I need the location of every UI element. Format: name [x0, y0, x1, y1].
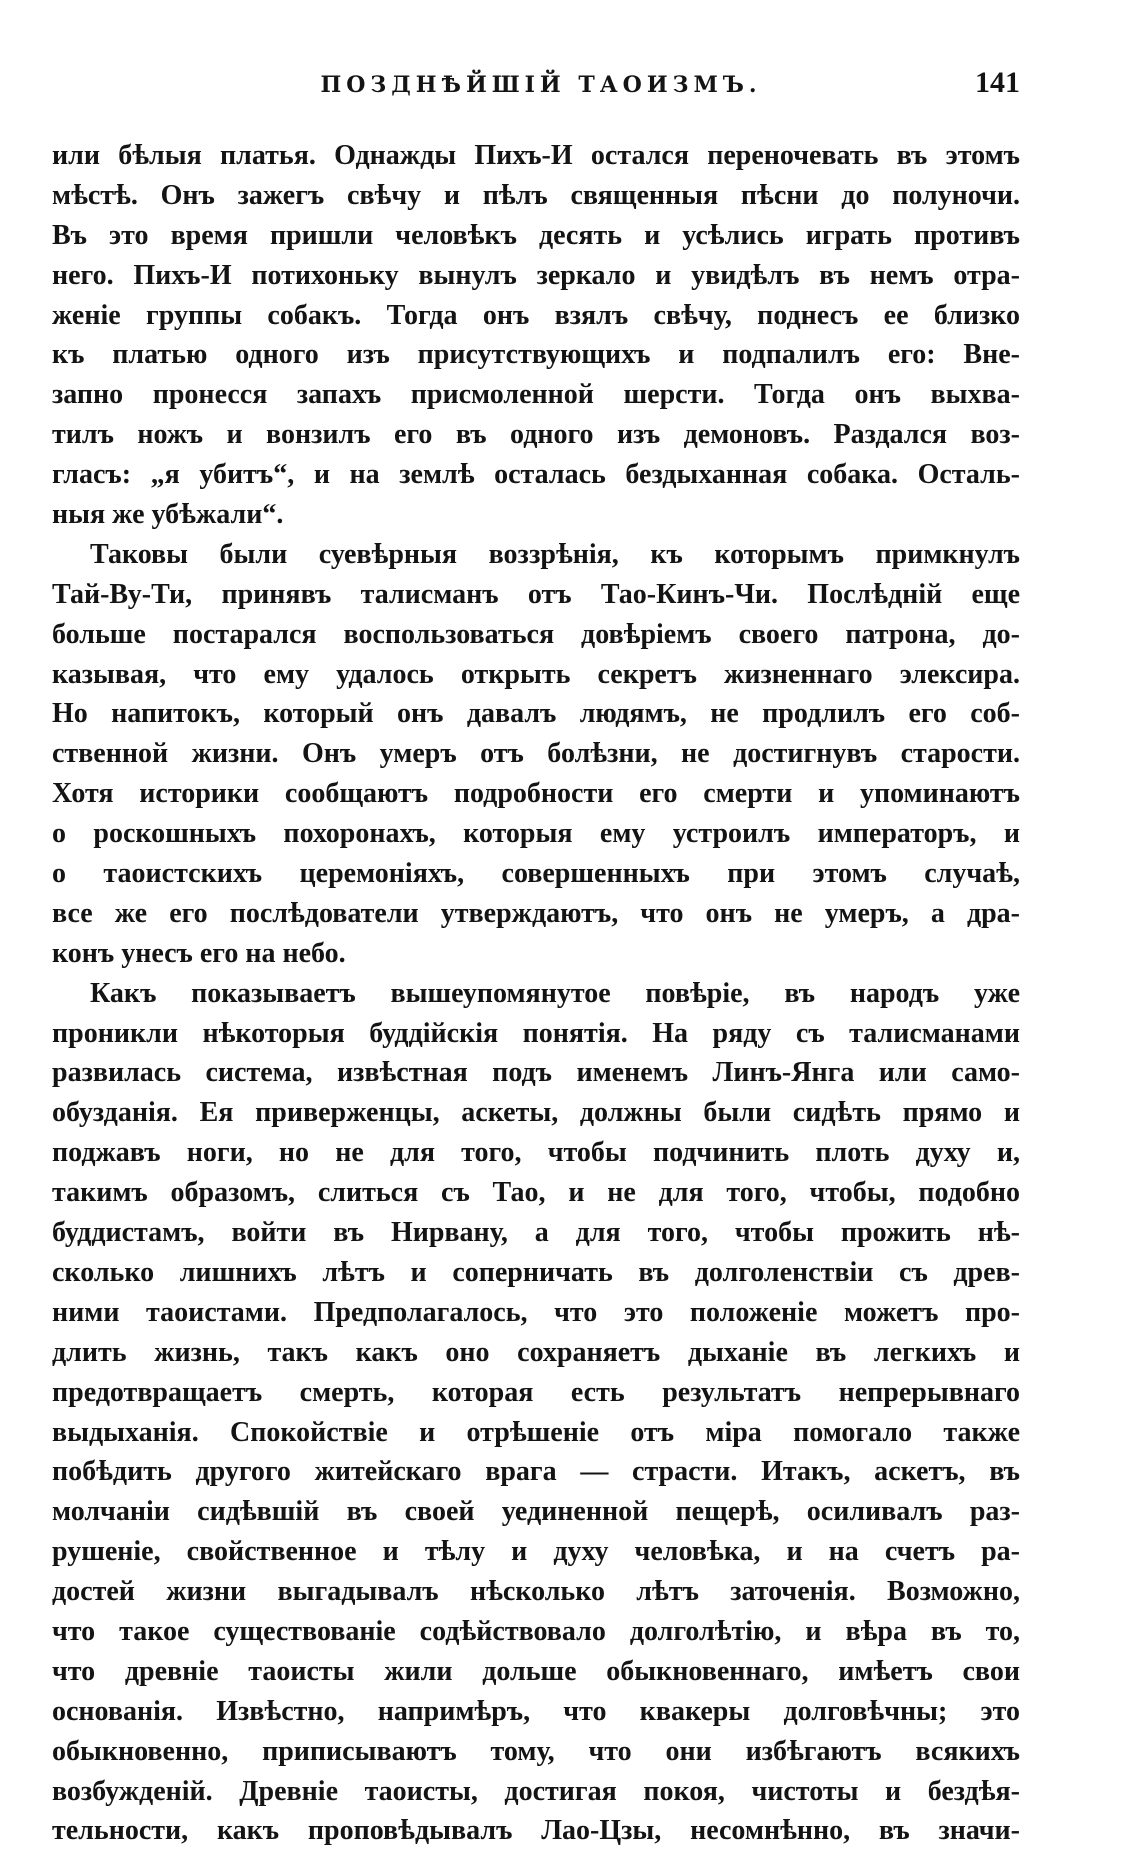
text-line: рушеніе, свойственное и тѣлу и духу человѣка, и на счетъ ра-: [52, 1536, 1020, 1568]
text-line: Хотя историки сообщаютъ подробности его смерти и упоминаютъ: [52, 778, 1020, 810]
text-line: проникли нѣкоторыя буддійскія понятія. На ряду съ талисманами: [52, 1017, 1020, 1049]
text-line: обыкновенно, приписываютъ тому, что они избѣгаютъ всякихъ: [52, 1735, 1020, 1767]
text-line: Въ это время пришли человѣкъ десять и усѣлись играть противъ: [52, 219, 1020, 251]
text-line: казывая, что ему удалось открыть секретъ жизненнаго элексира.: [52, 658, 1020, 690]
body-text: [52, 136, 1020, 1851]
text-line: длить жизнь, такъ какъ оно сохраняетъ дыханіе въ легкихъ и: [52, 1336, 1020, 1368]
text-line: обузданія. Ея приверженцы, аскеты, должны были сидѣть прямо и: [52, 1097, 1020, 1129]
text-line: поджавъ ноги, но не для того, чтобы подчинить плоть духу и,: [52, 1137, 1020, 1169]
text-line: основанія. Извѣстно, напримѣръ, что квакеры долговѣчны; это: [52, 1695, 1020, 1727]
text-line: гласъ: „я убитъ“, и на землѣ осталась бездыханная собака. Осталь-: [52, 459, 1020, 491]
running-title: ПОЗДНѢЙШІЙ ТАОИЗМЪ.: [320, 72, 762, 98]
text-line: или бѣлыя платья. Однажды Пихъ-И остался переночевать въ этомъ: [52, 140, 1020, 171]
paragraph-end-line: ныя же убѣжали“.: [52, 499, 284, 531]
text-line: о роскошныхъ похоронахъ, которыя ему устроилъ императоръ, и: [52, 818, 1020, 850]
paragraph-end-line: конъ унесъ его на небо.: [52, 937, 346, 969]
text-line: достей жизни выгадывалъ нѣсколько лѣтъ заточенія. Возможно,: [52, 1576, 1020, 1608]
text-line: развилась система, извѣстная подъ именемъ Линъ-Янга или само-: [52, 1057, 1020, 1089]
running-head: [52, 66, 1020, 110]
text-line: него. Пихъ-И потихоньку вынулъ зеркало и увидѣлъ въ немъ отра-: [52, 259, 1020, 291]
text-line: выдыханія. Спокойствіе и отрѣшеніе отъ міра помогало также: [52, 1416, 1020, 1448]
text-line: что такое существованіе содѣйствовало долголѣтію, и вѣра въ то,: [52, 1615, 1020, 1647]
text-line: такимъ образомъ, слиться съ Тао, и не для того, чтобы, подобно: [52, 1177, 1020, 1209]
text-line: Но напитокъ, который онъ давалъ людямъ, не продлилъ его соб-: [52, 698, 1020, 730]
text-line: возбужденій. Древніе таоисты, достигая покоя, чистоты и бездѣя-: [52, 1775, 1020, 1807]
text-line: о таоистскихъ церемоніяхъ, совершенныхъ при этомъ случаѣ,: [52, 858, 1020, 890]
text-line: все же его послѣдователи утверждаютъ, что онъ не умеръ, а дра-: [52, 897, 1020, 929]
text-line: мѣстѣ. Онъ зажегъ свѣчу и пѣлъ священныя пѣсни до полуночи.: [52, 179, 1020, 211]
paragraph-start-line: Таковы были суевѣрныя воззрѣнія, къ которымъ примкнулъ: [90, 538, 1020, 570]
text-line: Тай-Ву-Ти, принявъ талисманъ отъ Тао-Кинъ-Чи. Послѣдній еще: [52, 578, 1020, 610]
text-line: къ платью одного изъ присутствующихъ и подпалилъ его: Вне-: [52, 339, 1020, 371]
text-line: тельности, какъ проповѣдывалъ Лао-Цзы, несомнѣнно, въ значи-: [52, 1815, 1020, 1847]
text-line: что древніе таоисты жили дольше обыкновеннаго, имѣетъ свои: [52, 1655, 1020, 1687]
page-number: 141: [975, 66, 1020, 99]
text-line: тилъ ножъ и вонзилъ его въ одного изъ демоновъ. Раздался воз-: [52, 419, 1020, 451]
text-line: буддистамъ, войти въ Нирвану, а для того, чтобы прожить нѣ-: [52, 1217, 1020, 1249]
text-line: сколько лишнихъ лѣтъ и соперничать въ долголенствіи съ древ-: [52, 1256, 1020, 1288]
text-line: ними таоистами. Предполагалось, что это положеніе можетъ про-: [52, 1296, 1020, 1328]
text-line: женіе группы собакъ. Тогда онъ взялъ свѣчу, поднесъ ее близко: [52, 299, 1020, 331]
text-line: побѣдить другого житейскаго врага — страсти. Итакъ, аскетъ, въ: [52, 1456, 1020, 1488]
text-line: запно пронесся запахъ присмоленной шерсти. Тогда онъ выхва-: [52, 379, 1020, 411]
text-line: больше постарался воспользоваться довѣріемъ своего патрона, до-: [52, 618, 1020, 650]
text-line: молчаніи сидѣвшій въ своей уединенной пещерѣ, осиливалъ раз-: [52, 1496, 1020, 1528]
text-line: предотвращаетъ смерть, которая есть результатъ непрерывнаго: [52, 1376, 1020, 1408]
text-line: ственной жизни. Онъ умеръ отъ болѣзни, не достигнувъ старости.: [52, 738, 1020, 770]
paragraph-start-line: Какъ показываетъ вышеупомянутое повѣріе, въ народъ уже: [90, 977, 1020, 1009]
